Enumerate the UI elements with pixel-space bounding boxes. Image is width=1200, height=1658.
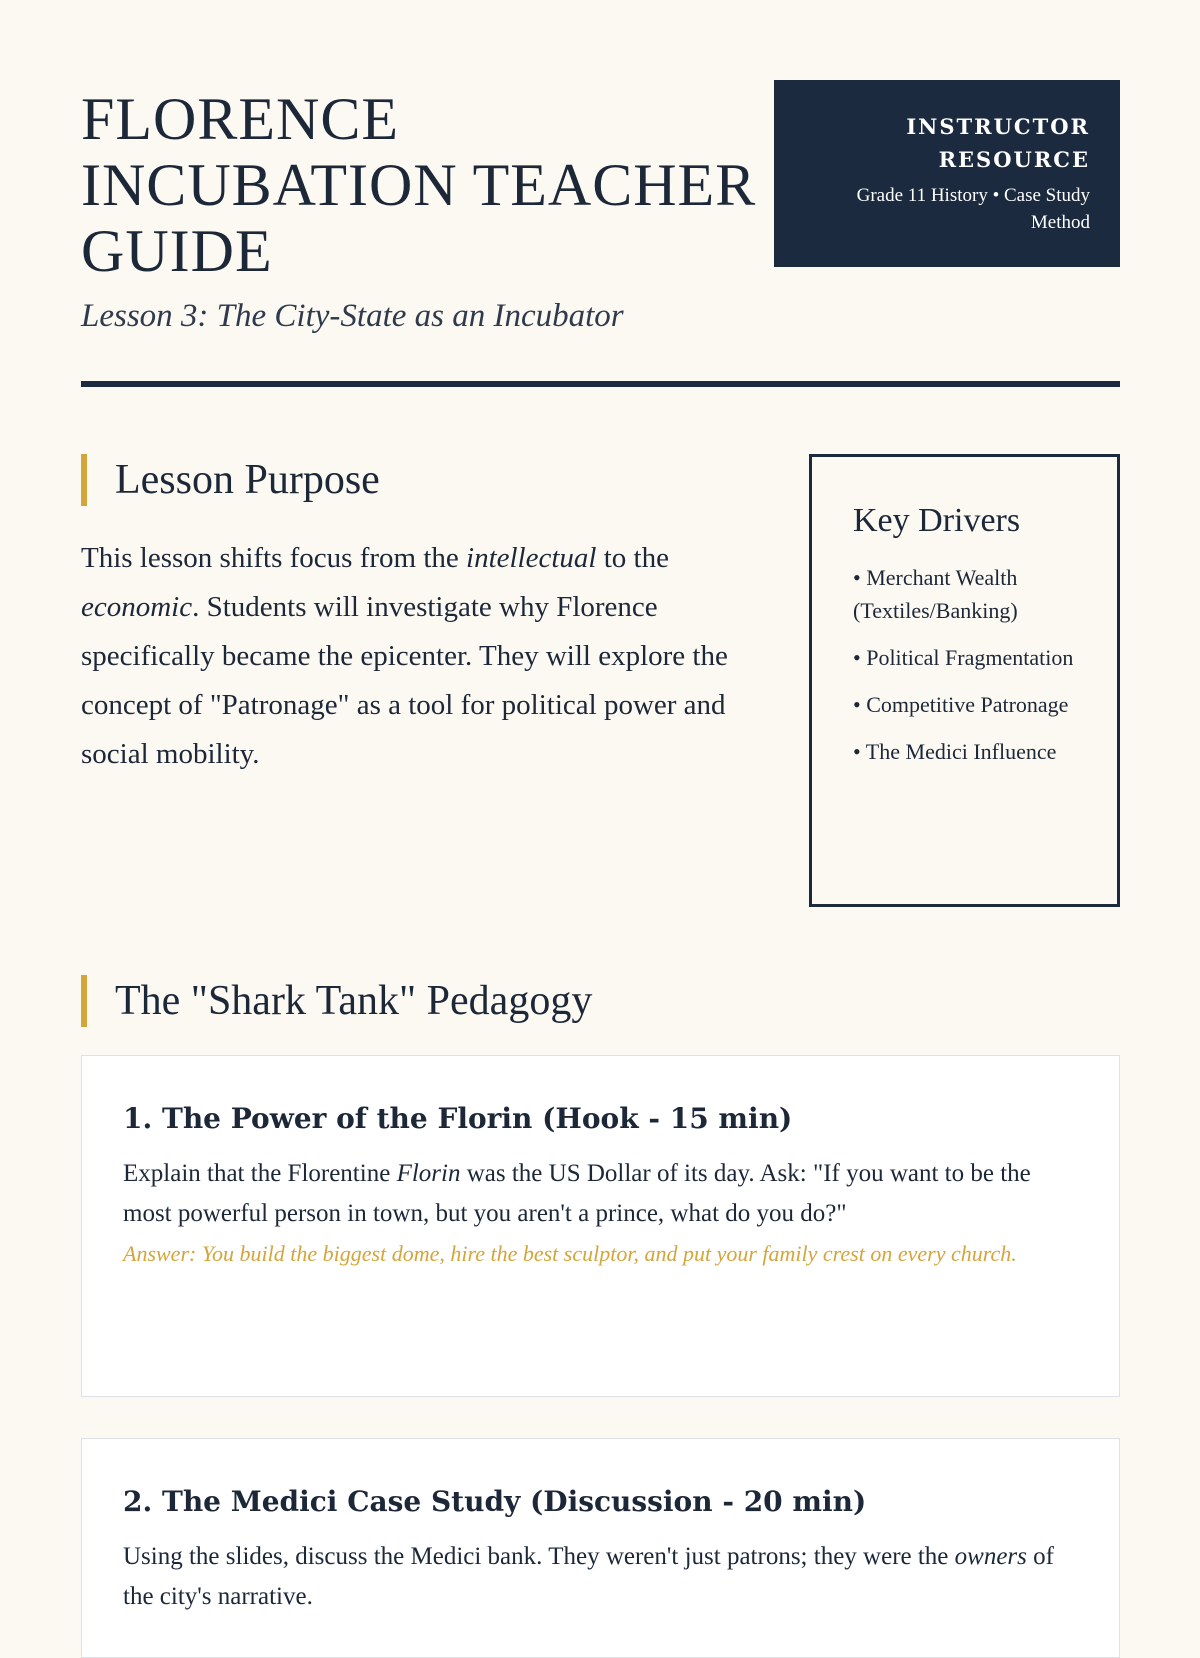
purpose-text-part: to the <box>596 542 669 574</box>
header-divider <box>81 381 1120 387</box>
pedagogy-heading: The "Shark Tank" Pedagogy <box>81 975 592 1027</box>
purpose-emphasis-intellectual: intellectual <box>466 542 597 574</box>
lesson-purpose-heading: Lesson Purpose <box>81 454 380 506</box>
purpose-emphasis-economic: economic <box>81 591 193 623</box>
key-drivers-title: Key Drivers <box>853 502 1021 539</box>
step-card-medici <box>81 1438 1120 1658</box>
purpose-text-part: This lesson shifts focus from the <box>81 542 467 574</box>
badge-subtitle: Grade 11 History • Case Study Method <box>856 185 1090 233</box>
list-item: • Competitive Patronage <box>853 692 1069 717</box>
step-title: 2. The Medici Case Study (Discussion - 20 min) <box>123 1485 867 1518</box>
purpose-text-part: . Students will investigate why Florence specifically became the epicenter. They will explore the concept of "Patronage" as a tool for political power and social mobility. <box>81 591 728 770</box>
step-text <box>123 1154 1079 1234</box>
lesson-purpose-text <box>81 534 761 779</box>
step-text <box>123 1537 1079 1617</box>
step-text-part: Using the slides, discuss the Medici bank. They weren't just patrons; they were the <box>123 1543 955 1570</box>
step-text-part: Explain that the Florentine <box>123 1160 397 1187</box>
key-drivers-box <box>809 454 1120 907</box>
list-item: • Political Fragmentation <box>853 645 1074 670</box>
step-emphasis-owners: owners <box>954 1543 1027 1570</box>
list-item: • Merchant Wealth (Textiles/Banking) <box>853 565 1018 623</box>
step-emphasis-florin: Florin <box>396 1160 461 1187</box>
step-text-part: was the US Dollar of its day. Ask: "If you want to be the most powerful person in town, but you aren't a prince, what do you do?" <box>123 1160 1031 1227</box>
step-answer: Answer: You build the biggest dome, hire the best sculptor, and put your family crest on every church. <box>123 1241 1017 1266</box>
list-item: • The Medici Influence <box>853 739 1057 764</box>
instructor-resource-badge <box>774 80 1120 267</box>
step-text-part: of the city's narrative. <box>123 1543 1054 1610</box>
key-drivers-list <box>853 561 1097 768</box>
badge-title: INSTRUCTOR RESOURCE <box>906 114 1090 172</box>
page-title: FLORENCE INCUBATION TEACHER GUIDE <box>81 86 757 284</box>
step-title: 1. The Power of the Florin (Hook - 15 min) <box>123 1102 793 1135</box>
lesson-subtitle: Lesson 3: The City-State as an Incubator <box>81 298 624 334</box>
step-card-hook <box>81 1055 1120 1397</box>
